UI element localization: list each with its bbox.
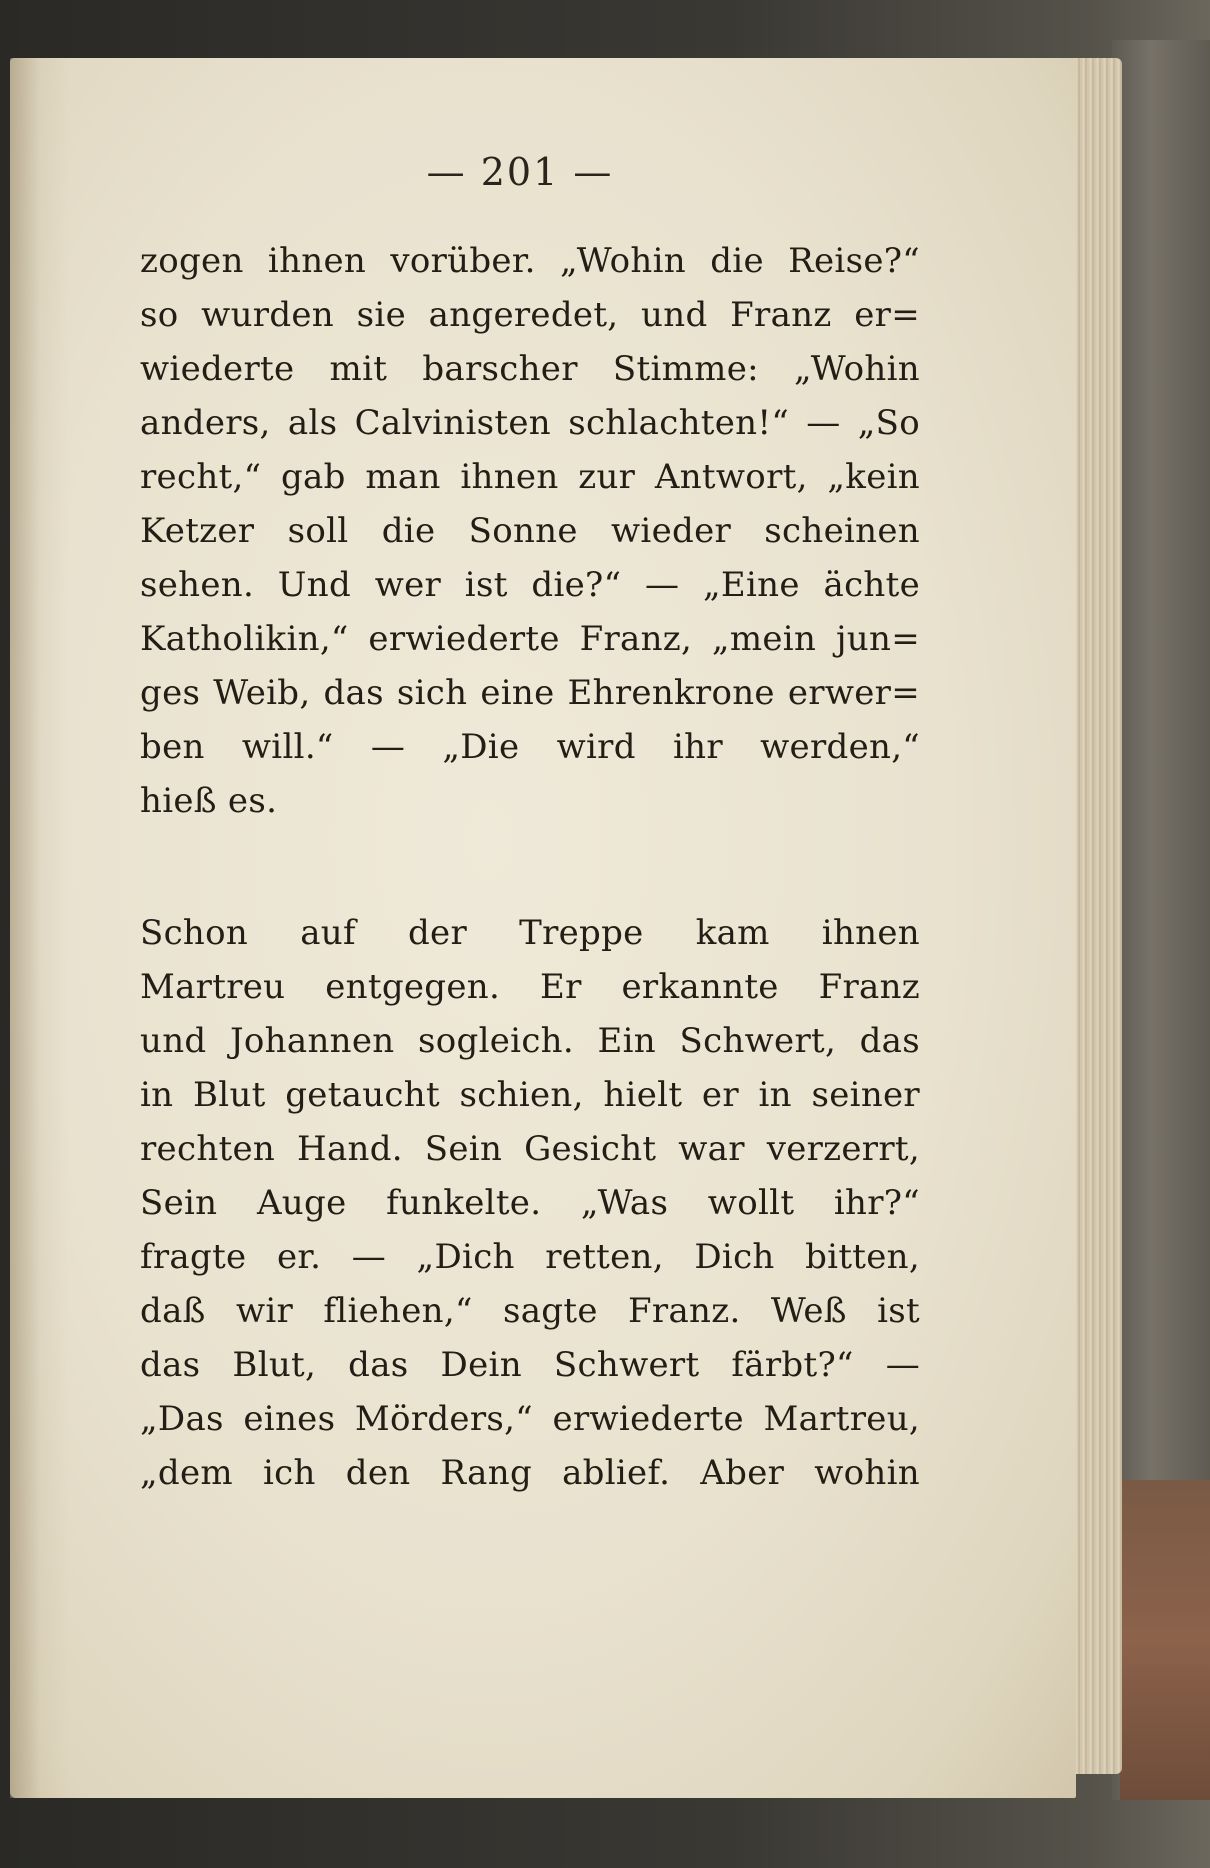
text-line: Ketzer soll die Sonne wieder scheinen	[140, 511, 920, 551]
paragraph-1	[140, 234, 920, 828]
text-line: rechten Hand. Sein Gesicht war verzerrt,	[140, 1129, 920, 1169]
text-line: sehen. Und wer ist die?“ — „Eine ächte	[140, 565, 920, 605]
text-line: das Blut, das Dein Schwert färbt?“ —	[140, 1345, 920, 1385]
text-line: in Blut getaucht schien, hielt er in seiner	[140, 1075, 920, 1115]
text-line: Schon auf der Treppe kam ihnen	[140, 913, 920, 953]
paragraph-2	[140, 906, 920, 1500]
text-line: ben will.“ — „Die wird ihr werden,“	[140, 727, 920, 767]
text-line: anders, als Calvinisten schlachten!“ — „So	[140, 403, 920, 443]
text-line: so wurden sie angeredet, und Franz er=	[140, 295, 920, 335]
text-line: „Das eines Mörders,“ erwiederte Martreu,	[140, 1399, 920, 1439]
text-line: wiederte mit barscher Stimme: „Wohin	[140, 349, 920, 389]
text-line: ges Weib, das sich eine Ehrenkrone erwer=	[140, 673, 920, 713]
page-number: — 201 —	[426, 150, 614, 194]
text-line: recht,“ gab man ihnen zur Antwort, „kein	[140, 457, 920, 497]
text-line: hieß es.	[140, 781, 278, 821]
leather-corner	[1120, 1480, 1210, 1800]
text-line: fragte er. — „Dich retten, Dich bitten,	[140, 1237, 920, 1277]
gutter-shadow	[10, 58, 70, 1798]
text-line: Sein Auge funkelte. „Was wollt ihr?“	[140, 1183, 920, 1223]
text-line: Katholikin,“ erwiederte Franz, „mein jun=	[140, 619, 920, 659]
text-line: und Johannen sogleich. Ein Schwert, das	[140, 1021, 920, 1061]
text-line: Martreu entgegen. Er erkannte Franz	[140, 967, 920, 1007]
text-line: „dem ich den Rang ablief. Aber wohin	[140, 1453, 920, 1493]
text-line: daß wir fliehen,“ sagte Franz. Weß ist	[140, 1291, 920, 1331]
text-line: zogen ihnen vorüber. „Wohin die Reise?“	[140, 241, 920, 281]
